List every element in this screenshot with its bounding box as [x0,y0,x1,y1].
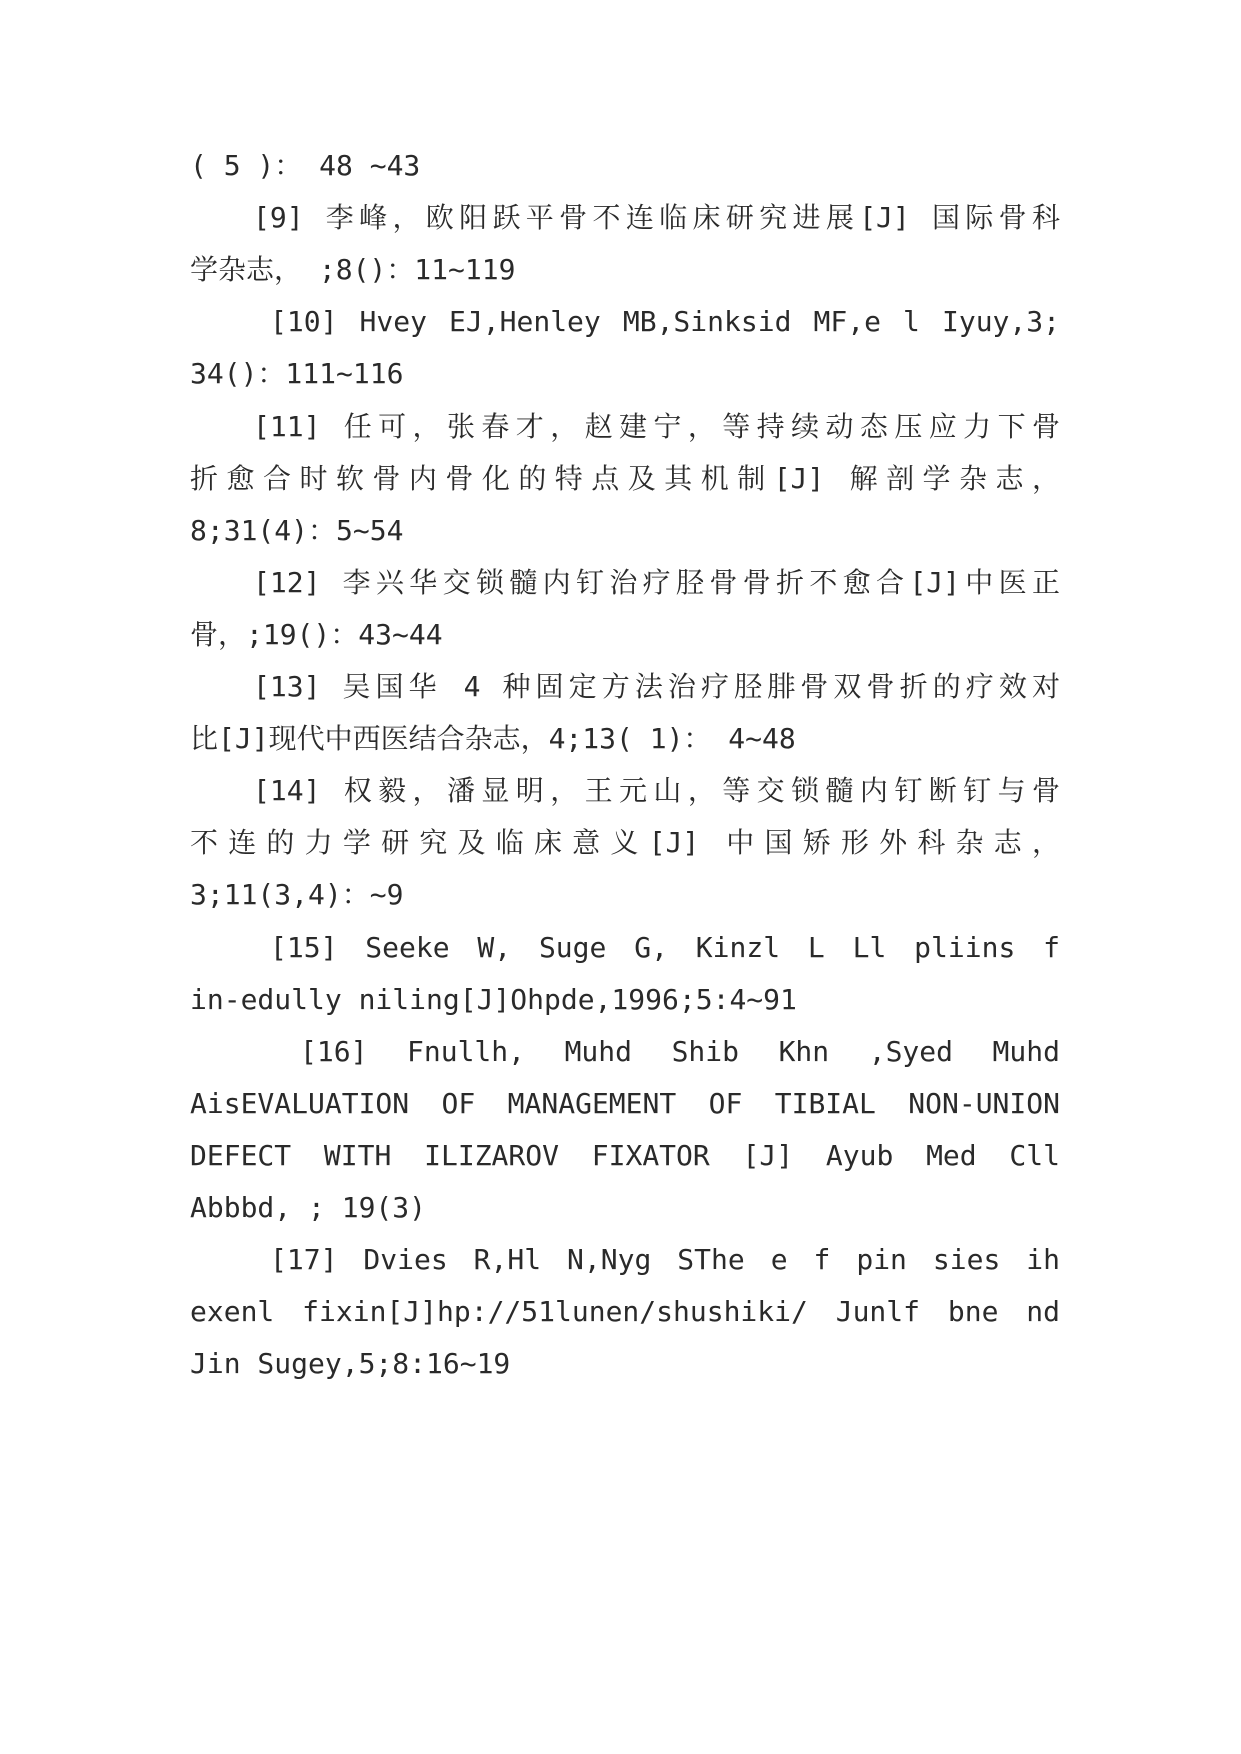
reference-10-line-1: [10] Hvey EJ,Henley MB,Sinksid MF,e l Iyuy,3; [270,305,1060,338]
reference-9-line-2: 学杂志， ;8()：11~119 [190,253,516,286]
reference-16-line-1: [16] Fnullh, Muhd Shib Khn ,Syed Muhd [300,1035,1060,1068]
text-line: ( 5 )： 48 ~43 [190,149,421,182]
reference-14-line-2: 不连的力学研究及临床意义[J] 中国矫形外科杂志， [190,826,1060,859]
reference-12-line-2: 骨，;19()：43~44 [190,618,443,651]
reference-16-line-4: Abbbd, ; 19(3) [190,1191,427,1224]
reference-11-line-3: 8;31(4)：5~54 [190,514,404,547]
reference-14-line-3: 3;11(3,4)：~9 [190,878,404,911]
reference-9-line-1: [9] 李峰，欧阳跃平骨不连临床研究进展[J] 国际骨科 [253,201,1060,234]
reference-17-line-3: Jin Sugey,5;8:16~19 [190,1347,511,1380]
reference-13-line-2: 比[J]现代中西医结合杂志，4;13( 1)： 4~48 [190,722,796,755]
reference-10-line-2: 34()：111~116 [190,357,404,390]
reference-12-line-1: [12] 李兴华交锁髓内钉治疗胫骨骨折不愈合[J]中医正 [253,566,1060,599]
reference-15-line-1: [15] Seeke W, Suge G, Kinzl L Ll pliins f [270,931,1060,964]
reference-14-line-1: [14] 权毅，潘显明，王元山，等交锁髓内钉断钉与骨 [253,774,1060,807]
reference-11-line-2: 折愈合时软骨内骨化的特点及其机制[J] 解剖学杂志， [190,462,1060,495]
reference-17-line-2: exenl fixin[J]hp://51lunen/shushiki/ Junlf bne nd [190,1295,1060,1328]
reference-15-line-2: in-edully niling[J]Ohpde,1996;5:4~91 [190,983,797,1016]
reference-13-line-1: [13] 吴国华 4 种固定方法治疗胫腓骨双骨折的疗效对 [253,670,1060,703]
reference-16-line-2: AisEVALUATION OF MANAGEMENT OF TIBIAL NON-UNION [190,1087,1060,1120]
reference-17-line-1: [17] Dvies R,Hl N,Nyg SThe e f pin sies ih [270,1243,1060,1276]
reference-16-line-3: DEFECT WITH ILIZAROV FIXATOR [J] Ayub Med Cll [190,1139,1060,1172]
reference-11-line-1: [11] 任可，张春才，赵建宁，等持续动态压应力下骨 [253,410,1060,443]
